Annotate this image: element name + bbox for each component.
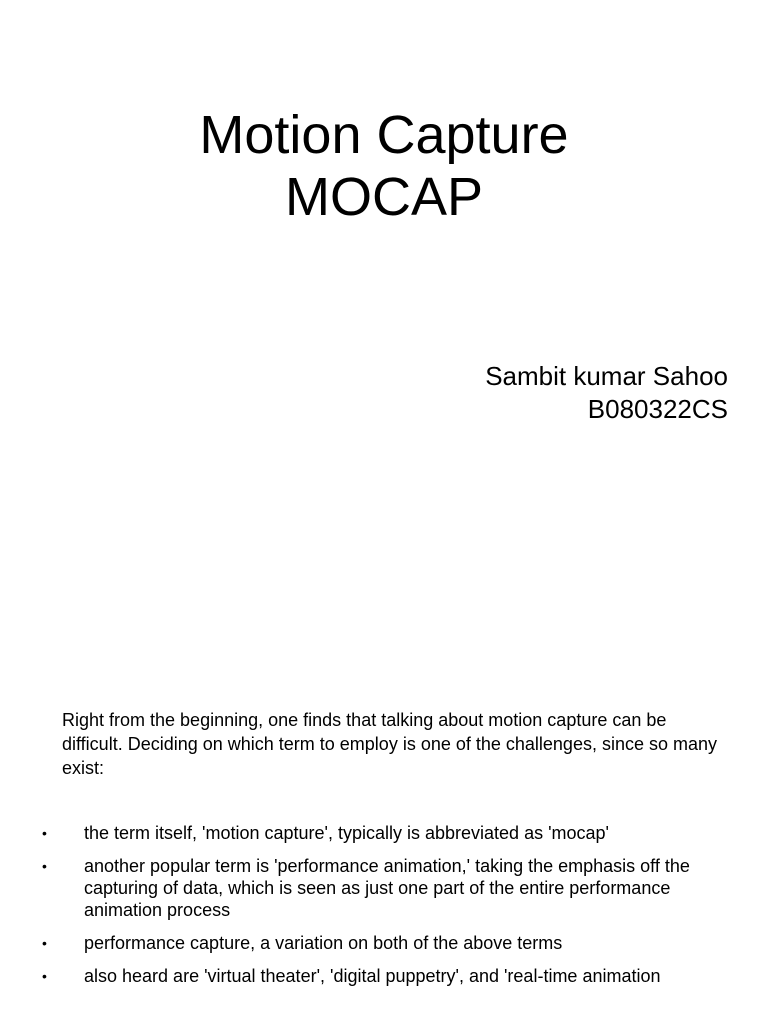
list-item bbox=[0, 932, 768, 954]
title-line-2: MOCAP bbox=[284, 167, 484, 227]
author-id: B080322CS bbox=[587, 394, 728, 424]
bullet-icon: • bbox=[42, 968, 47, 984]
intro-paragraph: Right from the beginning, one finds that talking about motion capture can be difficult. Deciding on which term to employ is one of the challenges, since so many exist: bbox=[62, 710, 718, 778]
bullet-list bbox=[0, 822, 768, 998]
bullet-icon: • bbox=[42, 825, 47, 841]
bullet-text: another popular term is 'performance animation,' taking the emphasis off the capturing of data, which is seen as just one part of the entire performance animation process bbox=[84, 856, 690, 920]
title-block bbox=[0, 104, 768, 228]
bullet-text: performance capture, a variation on both of the above terms bbox=[84, 933, 563, 953]
list-item bbox=[0, 855, 768, 921]
bullet-icon: • bbox=[42, 935, 47, 951]
bullet-icon: • bbox=[42, 858, 47, 874]
bullet-text: the term itself, 'motion capture', typically is abbreviated as 'mocap' bbox=[84, 823, 609, 843]
title-line-1: Motion Capture bbox=[199, 105, 569, 165]
bullet-text: also heard are 'virtual theater', 'digital puppetry', and 'real-time animation bbox=[84, 966, 661, 986]
author-name: Sambit kumar Sahoo bbox=[485, 361, 728, 391]
list-item bbox=[0, 965, 768, 987]
list-item bbox=[0, 822, 768, 844]
author-block bbox=[485, 360, 728, 426]
